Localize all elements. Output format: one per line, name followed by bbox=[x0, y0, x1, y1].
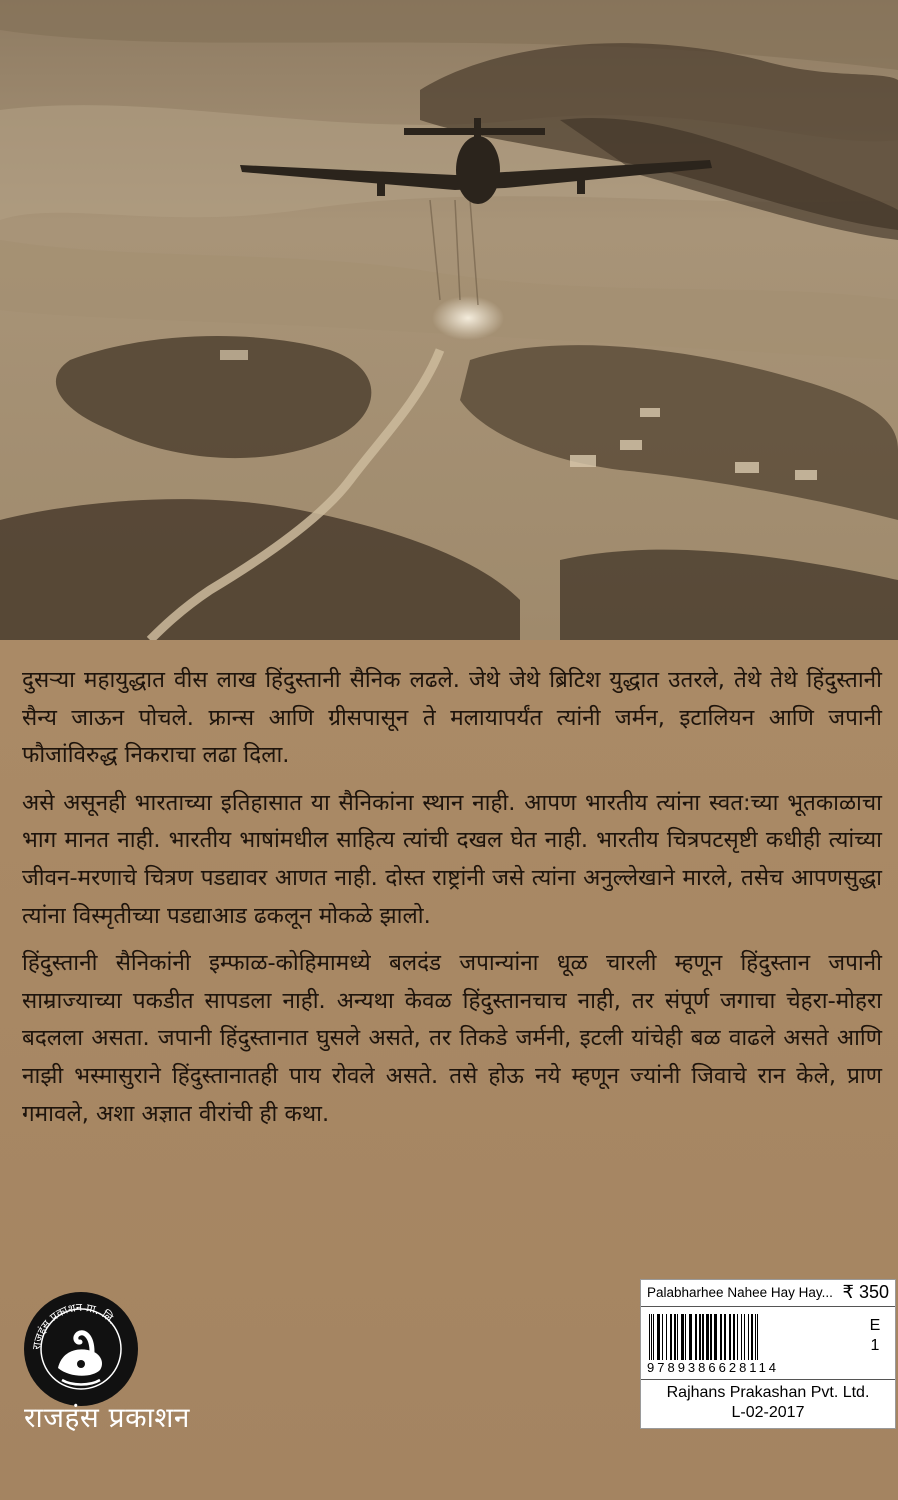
barcode-bar bbox=[699, 1314, 701, 1360]
barcode-bar bbox=[710, 1314, 712, 1360]
blurb-paragraph-2: असे असूनही भारताच्या इतिहासात या सैनिकांना स्थान नाही. आपण भारतीय त्यांना स्वत:च्या भूतकाळाचा भाग मानत नाही. भारतीय भाषांमधील साहित्य त्यांची दखल घेत नाही. भारतीय चित्रपटसृष्टी कधीही त्यांच्या जीवन-मरणाचे चित्रण पडद्यावर आणत नाही. दोस्त राष्ट्रांनी जसे त्यांना अनुल्लेखाने मारले, तसेच आपणसुद्धा त्यांना विस्मृतीच्या पडद्याआड ढकलून मोकळे झालो. bbox=[22, 789, 882, 929]
barcode-bar bbox=[702, 1314, 704, 1360]
barcode-bar bbox=[695, 1314, 697, 1360]
blurb-paragraph-3: हिंदुस्तानी सैनिकांनी इम्फाळ-कोहिमामध्ये बलदंड जपान्यांना धूळ चारली म्हणून हिंदुस्तान जपानी साम्राज्याच्या पकडीत सापडला नाही. अन्यथा केवळ हिंदुस्तानचाच नाही, तर संपूर्ण जगाचा चेहरा-मोहरा बदलला असता. जपानी हिंदुस्तानात घुसले असते, तर तिकडे जर्मनी, इटली यांचेही बळ वाढले असते आणि नाझी भस्मासुराने हिंदुस्तानातही पाय रोवले असते. तसे होऊ नये म्हणून ज्यांनी जिवाचे रान केले, प्राण गमावले, अशा अज्ञात वीरांची ही कथा. bbox=[22, 950, 882, 1127]
sticker-edition-letter: E bbox=[869, 1317, 881, 1334]
barcode-icon bbox=[645, 1312, 845, 1362]
swan-logo-icon bbox=[22, 1290, 140, 1408]
barcode-bar bbox=[649, 1314, 650, 1360]
sticker-publisher: Rajhans Prakashan Pvt. Ltd. bbox=[666, 1384, 870, 1401]
aerial-war-photo bbox=[0, 0, 898, 640]
logo-ring-text: राजहंस प्रकाशन प्रा. लि. bbox=[29, 1300, 119, 1351]
publisher-name: राजहंस प्रकाशन bbox=[24, 1401, 190, 1434]
sticker-code: L-02-2017 bbox=[731, 1404, 805, 1421]
barcode-bar bbox=[733, 1314, 735, 1360]
barcode-bar bbox=[651, 1314, 652, 1360]
barcode-bar bbox=[720, 1314, 722, 1360]
barcode-bar bbox=[714, 1314, 717, 1360]
sticker-book-title: Palabharhee Nahee Hay Hay... bbox=[647, 1285, 833, 1300]
barcode-bar bbox=[748, 1314, 749, 1360]
barcode-bar bbox=[755, 1314, 756, 1360]
barcode-bar bbox=[674, 1314, 676, 1360]
sticker-edition-number: 1 bbox=[870, 1337, 880, 1354]
barcode-bar bbox=[681, 1314, 684, 1360]
barcode-bar bbox=[689, 1314, 692, 1360]
sticker-isbn: 9789386628114 bbox=[647, 1360, 780, 1375]
barcode-bar bbox=[657, 1314, 660, 1360]
barcode-bar bbox=[751, 1314, 753, 1360]
sticker-divider bbox=[641, 1379, 895, 1380]
sticker-title-row bbox=[641, 1280, 895, 1307]
barcode-bar bbox=[670, 1314, 672, 1360]
barcode-bar bbox=[744, 1314, 745, 1360]
sticker-price: ₹ 350 bbox=[842, 1282, 889, 1302]
blurb-paragraph-1: दुसऱ्या महायुद्धात वीस लाख हिंदुस्तानी सैनिक लढले. जेथे जेथे ब्रिटिश युद्धात उतरले, तेथे तेथे हिंदुस्तानी सैन्य जाऊन पोचले. फ्रान्स आणि ग्रीसपासून ते मलायापर्यंत त्यांनी जर्मन, इटालियन आणि जपानी फौजांविरुद्ध निकराचा लढा दिला. bbox=[22, 667, 882, 769]
barcode-bar bbox=[685, 1314, 686, 1360]
barcode-bar bbox=[757, 1314, 758, 1360]
barcode-bar bbox=[724, 1314, 726, 1360]
barcode-bar bbox=[729, 1314, 731, 1360]
barcode-price-sticker bbox=[640, 1279, 896, 1429]
back-cover-blurb bbox=[22, 662, 882, 1143]
barcode-bar bbox=[666, 1314, 667, 1360]
barcode-bar bbox=[653, 1314, 654, 1360]
barcode-bar bbox=[737, 1314, 738, 1360]
barcode-bar bbox=[677, 1314, 678, 1360]
sticker-edition bbox=[865, 1316, 885, 1356]
barcode-bar bbox=[706, 1314, 709, 1360]
barcode-bar bbox=[741, 1314, 742, 1360]
barcode-bar bbox=[662, 1314, 663, 1360]
